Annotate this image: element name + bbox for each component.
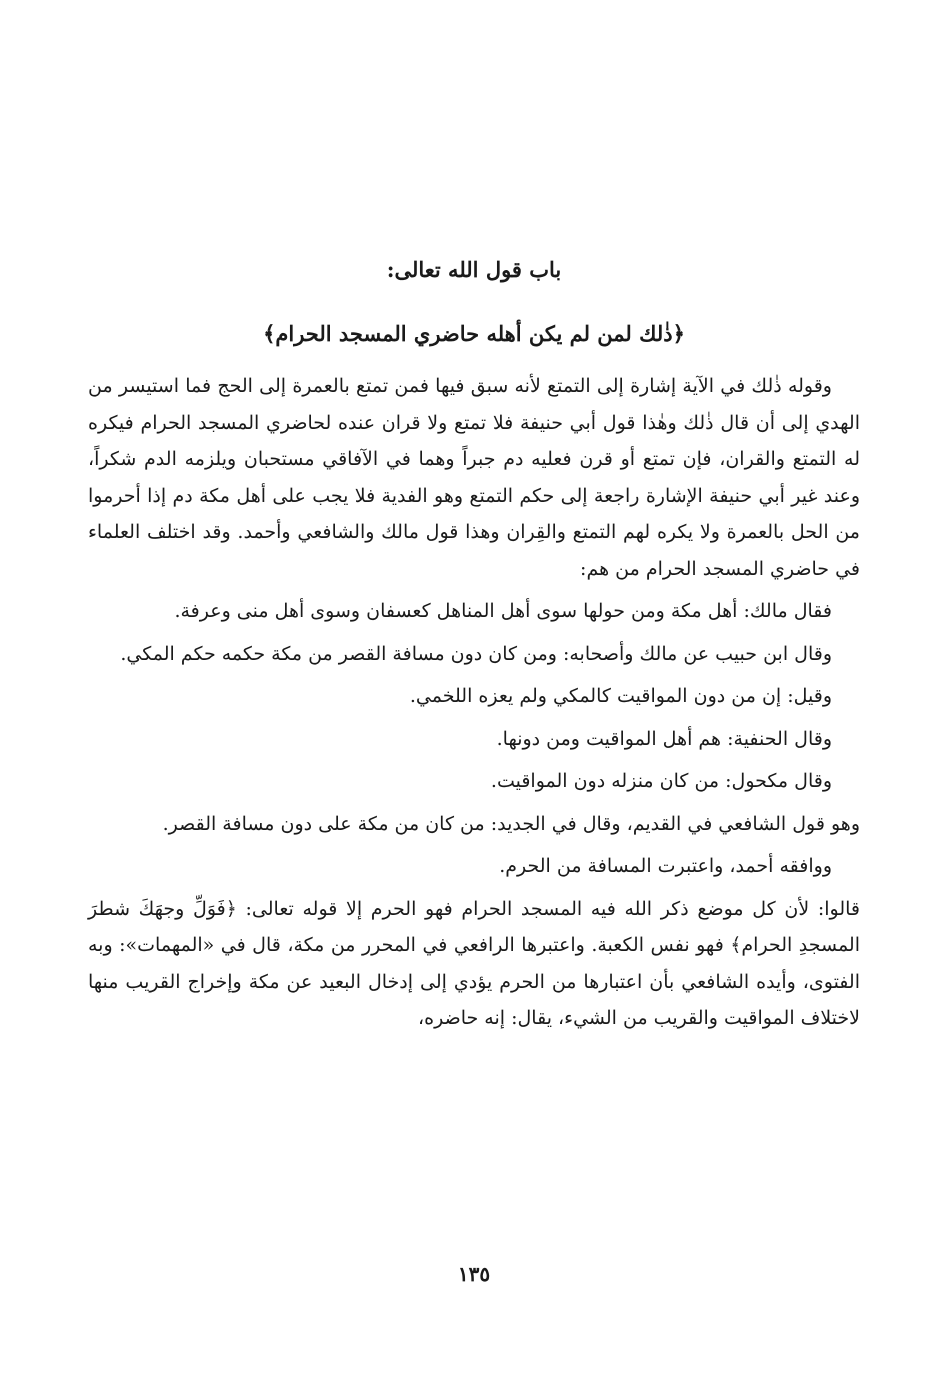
- paragraph-ahmad: ووافقه أحمد، واعتبرت المسافة من الحرم.: [499, 855, 832, 877]
- chapter-title: باب قول الله تعالى:: [386, 257, 562, 282]
- paragraph-shafii: وهو قول الشافعي في القديم، وقال في الجديد: من كان من مكة على دون مسافة القصر.: [162, 812, 860, 835]
- page-body: [88, 250, 860, 1037]
- paragraph-qalu: قالوا: لأن كل موضع ذكر الله فيه المسجد الحرام فهو الحرم إلا قوله تعالى: ﴿فَوَلِّ وجهَكَ شطرَ المسجدِ الحرام﴾ فهو نفس الكعبة. واعتبرها الرافعي في المحرر من مكة، قال في «المهمات»: وبه الفتوى، وأيده الشافعي بأن اعتبارها من الحرم يؤدي إلى إدخال البعيد عن مكة وإخراج القريب منها لاختلاف المواقيت والقريب من الشيء، يقال: إنه حاضره،: [88, 897, 860, 1029]
- paragraph-qila: وقيل: إن من دون المواقيت كالمكي ولم يعزه اللخمي.: [409, 685, 832, 707]
- paragraph-hanafiyya: وقال الحنفية: هم أهل المواقيت ومن دونها.: [496, 727, 832, 750]
- paragraph-ibn-habib: وقال ابن حبيب عن مالك وأصحابه: ومن كان دون مسافة القصر من مكة حكمه حكم المكي.: [120, 642, 832, 665]
- paragraph-malik: فقال مالك: أهل مكة ومن حولها سوى أهل المناهل كعسفان وسوى أهل منى وعرفة.: [174, 600, 832, 622]
- paragraph-makhul: وقال مكحول: من كان منزله دون المواقيت.: [490, 770, 832, 792]
- page-number: ١٣٥: [457, 1262, 491, 1286]
- chapter-verse: ﴿ذٰلك لمن لم يكن أهله حاضري المسجد الحرام﴾: [263, 321, 685, 346]
- paragraph-intro: وقوله ذٰلك في الآية إشارة إلى التمتع لأنه سبق فيها فمن تمتع بالعمرة إلى الحج فما استيسر من الهدي إلى أن قال ذٰلك وهٰذا قول أبي حنيفة فلا تمتع ولا قران عنده لحاضري المسجد الحرام فيكره له التمتع والقران، فإن تمتع أو قرن فعليه دم جبراً وهما في الآفاقي مستحبان ويلزمه الدم شكراً، وعند غير أبي حنيفة الإشارة راجعة إلى حكم التمتع وهو الفدية فلا يجب على أهل مكة دم إذا أحرموا من الحل بالعمرة ولا يكره لهم التمتع والقِران وهذا قول مالك والشافعي وأحمد. وقد اختلف العلماء في حاضري المسجد الحرام من هم:: [88, 375, 860, 580]
